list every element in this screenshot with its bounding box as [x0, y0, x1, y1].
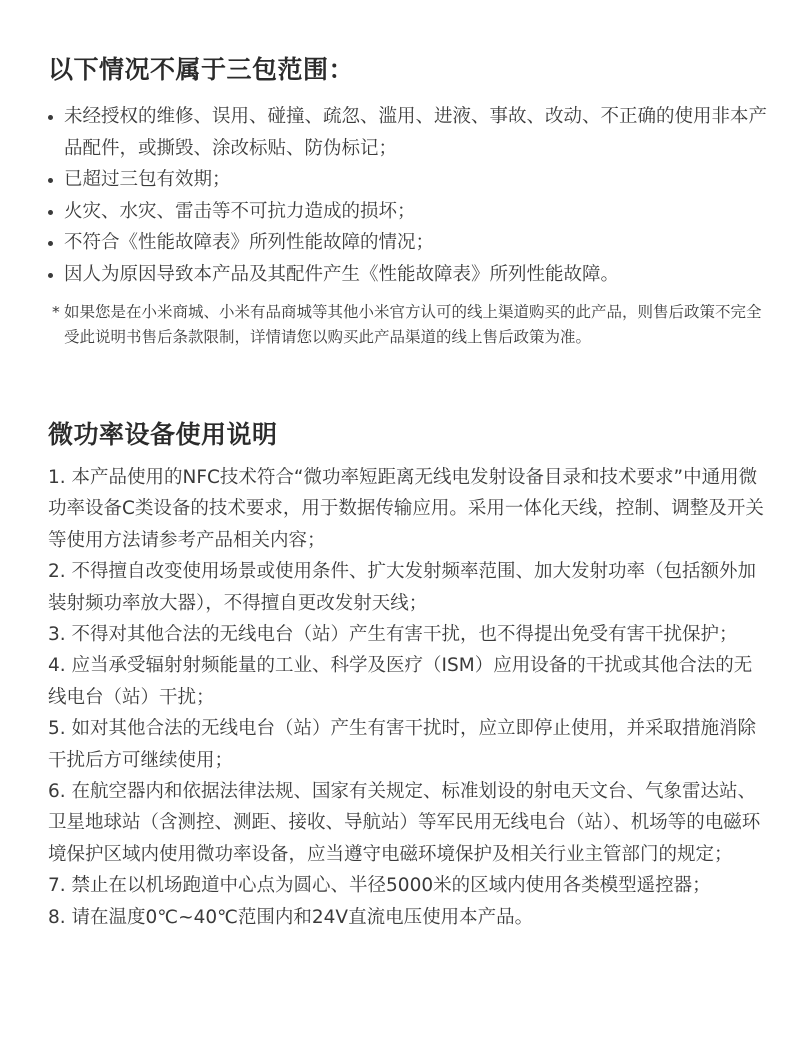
list-item-text: 未经授权的维修、误用、碰撞、疏忽、滥用、进液、事故、改动、不正确的使用非本产品配件，或撕毁、涂改标贴、防伪标记；	[64, 106, 768, 159]
bullet-dot-icon	[48, 273, 53, 278]
note-asterisk: *	[52, 303, 60, 321]
numbered-item: 7. 禁止在以机场跑道中心点为圆心、半径5000米的区域内使用各类模型遥控器；	[48, 875, 711, 897]
list-item-text: 不符合《性能故障表》所列性能故障的情况；	[64, 232, 435, 253]
exclusion-list	[48, 101, 768, 290]
list-item	[48, 227, 768, 259]
bullet-dot-icon	[48, 178, 53, 183]
list-item	[48, 196, 768, 228]
section-title-micropower: 微功率设备使用说明	[48, 420, 278, 449]
list-item	[48, 259, 768, 291]
list-item	[48, 164, 768, 196]
numbered-item: 3. 不得对其他合法的无线电台（站）产生有害干扰，也不得提出免受有害干扰保护；	[48, 624, 738, 646]
numbered-item: 2. 不得擅自改变使用场景或使用条件、扩大发射频率范围、加大发射功率（包括额外加装射频功率放大器），不得擅自更改发射天线；	[48, 561, 757, 614]
numbered-item: 4. 应当承受辐射射频能量的工业、科学及医疗（ISM）应用设备的干扰或其他合法的无线电台（站）干扰；	[48, 655, 753, 708]
list-item-text: 已超过三包有效期；	[64, 169, 231, 190]
after-sales-note	[48, 300, 768, 350]
numbered-item: 5. 如对其他合法的无线电台（站）产生有害干扰时，应立即停止使用，并采取措施消除干扰后方可继续使用；	[48, 718, 757, 771]
bullet-dot-icon	[48, 115, 53, 120]
bullet-dot-icon	[48, 210, 53, 215]
numbered-item: 1. 本产品使用的NFC技术符合“微功率短距离无线电发射设备目录和技术要求”中通用微功率设备C类设备的技术要求，用于数据传输应用。采用一体化天线，控制、调整及开关等使用方法请参考产品相关内容；	[48, 467, 764, 551]
note-text: 如果您是在小米商城、小米有品商城等其他小米官方认可的线上渠道购买的此产品，则售后政策不完全受此说明书售后条款限制，详情请您以购买此产品渠道的线上售后政策为准。	[64, 303, 762, 346]
list-item-text: 火灾、水灾、雷击等不可抗力造成的损坏；	[64, 200, 416, 222]
micropower-instructions-list	[48, 462, 770, 933]
section-title-warranty-exclusions: 以下情况不属于三包范围：	[48, 55, 355, 84]
list-item	[48, 101, 768, 164]
list-item-text: 因人为原因导致本产品及其配件产生《性能故障表》所列性能故障。	[64, 263, 620, 285]
bullet-dot-icon	[48, 241, 53, 246]
numbered-item: 8. 请在温度0℃~40℃范围内和24V直流电压使用本产品。	[48, 906, 534, 928]
numbered-item: 6. 在航空器内和依据法律法规、国家有关规定、标准划设的射电天文台、气象雷达站、卫星地球站（含测控、测距、接收、导航站）等军民用无线电台（站）、机场等的电磁环境保护区域内使用微功率设备，应当遵守电磁环境保护及相关行业主管部门的规定；	[48, 781, 761, 865]
